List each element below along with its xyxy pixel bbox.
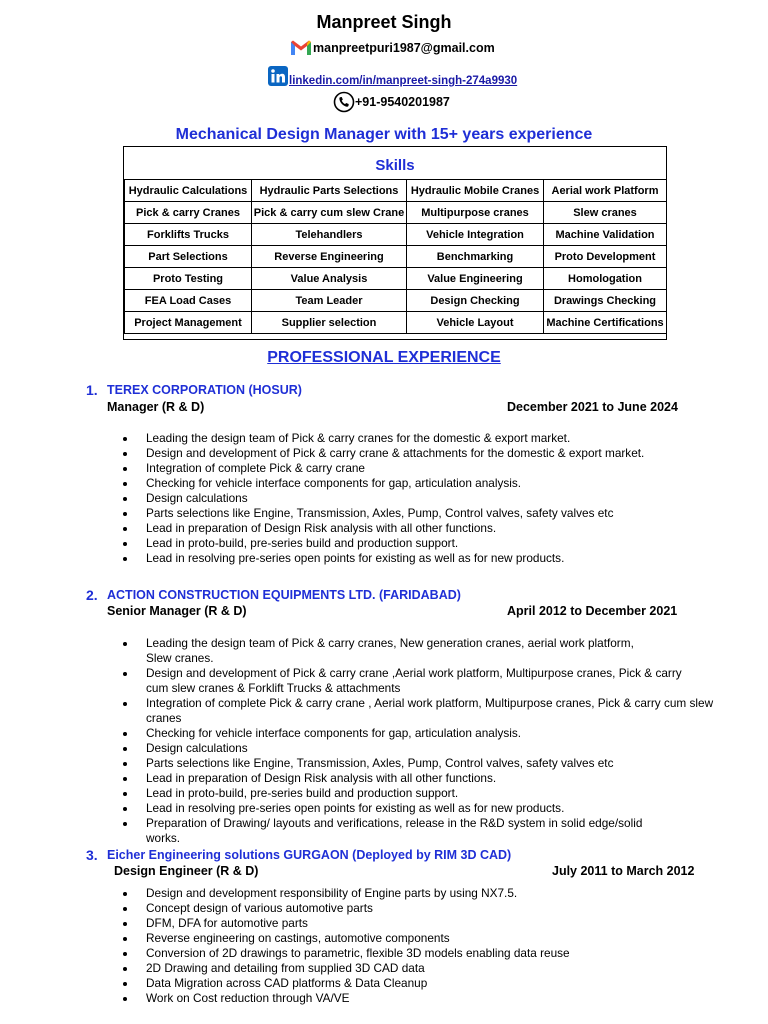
list-item: Data Migration across CAD platforms & Data Cleanup	[122, 976, 712, 991]
skill-cell: Design Checking	[407, 290, 544, 312]
skill-cell: Proto Development	[544, 246, 667, 268]
skill-cell: Value Analysis	[252, 268, 407, 290]
skill-cell: Machine Validation	[544, 224, 667, 246]
candidate-name: Manpreet Singh	[316, 12, 452, 32]
skills-row	[125, 268, 667, 290]
skills-row	[125, 202, 667, 224]
email-address[interactable]: manpreetpuri1987@gmail.com	[313, 40, 495, 55]
list-item: Lead in preparation of Design Risk analysis with all other functions.	[122, 771, 722, 786]
skill-cell: Project Management	[125, 312, 252, 334]
skill-cell: Pick & carry cum slew Crane	[252, 202, 407, 224]
skill-cell: Aerial work Platform	[544, 180, 667, 202]
skill-cell: Telehandlers	[252, 224, 407, 246]
phone-number[interactable]: +91-9540201987	[355, 95, 450, 109]
skill-cell: Value Engineering	[407, 268, 544, 290]
list-item: Lead in resolving pre-series open points for existing as well as for new products.	[122, 801, 722, 816]
list-item: Lead in proto-build, pre-series build and production support.	[122, 536, 712, 551]
skills-row	[125, 290, 667, 312]
job-role: Design Engineer (R & D)	[114, 864, 259, 878]
list-item: Concept design of various automotive parts	[122, 901, 712, 916]
job-role: Senior Manager (R & D)	[107, 604, 247, 618]
professional-experience-title: PROFESSIONAL EXPERIENCE	[267, 349, 501, 366]
skill-cell: Proto Testing	[125, 268, 252, 290]
skill-cell: Slew cranes	[544, 202, 667, 224]
job-company: Eicher Engineering solutions GURGAON (Deployed by RIM 3D CAD)	[107, 848, 512, 862]
skills-row	[125, 312, 667, 334]
skill-cell: Forklifts Trucks	[125, 224, 252, 246]
skills-section	[123, 146, 667, 340]
skills-title: Skills	[375, 157, 415, 174]
skill-cell: Homologation	[544, 268, 667, 290]
list-item: Leading the design team of Pick & carry cranes, New generation cranes, aerial work platform, Slew cranes.	[122, 636, 722, 666]
phone-icon	[333, 91, 355, 113]
job-role: Manager (R & D)	[107, 400, 205, 414]
skill-cell: Pick & carry Cranes	[125, 202, 252, 224]
list-item: Design and development of Pick & carry crane ,Aerial work platform, Multipurpose cranes, Pick & carry cum slew cranes & Forklift Trucks & attachments	[122, 666, 722, 696]
skill-cell: Vehicle Layout	[407, 312, 544, 334]
job-number: 2.	[86, 587, 98, 603]
list-item: Checking for vehicle interface components for gap, articulation analysis.	[122, 476, 712, 491]
list-item: Lead in resolving pre-series open points for existing as well as for new products.	[122, 551, 712, 566]
list-item: Parts selections like Engine, Transmission, Axles, Pump, Control valves, safety valves etc	[122, 756, 722, 771]
job-company: ACTION CONSTRUCTION EQUIPMENTS LTD. (FARIDABAD)	[107, 588, 461, 602]
list-item: Design calculations	[122, 741, 722, 756]
skill-cell: FEA Load Cases	[125, 290, 252, 312]
skill-cell: Drawings Checking	[544, 290, 667, 312]
list-item: Design calculations	[122, 491, 712, 506]
job-bullets	[122, 636, 722, 846]
skills-row	[125, 180, 667, 202]
list-item: Integration of complete Pick & carry crane	[122, 461, 712, 476]
list-item: Lead in proto-build, pre-series build and production support.	[122, 786, 722, 801]
list-item: Checking for vehicle interface components for gap, articulation analysis.	[122, 726, 722, 741]
list-item: Leading the design team of Pick & carry cranes for the domestic & export market.	[122, 431, 712, 446]
skills-table	[124, 179, 667, 334]
skill-cell: Supplier selection	[252, 312, 407, 334]
job-number: 3.	[86, 847, 98, 863]
skill-cell: Hydraulic Calculations	[125, 180, 252, 202]
list-item: Design and development responsibility of Engine parts by using NX7.5.	[122, 886, 712, 901]
skills-row	[125, 224, 667, 246]
list-item: Design and development of Pick & carry crane & attachments for the domestic & export market.	[122, 446, 712, 461]
list-item: DFM, DFA for automotive parts	[122, 916, 712, 931]
skills-row	[125, 246, 667, 268]
list-item: 2D Drawing and detailing from supplied 3D CAD data	[122, 961, 712, 976]
job-dates: December 2021 to June 2024	[507, 400, 678, 414]
linkedin-icon	[268, 66, 288, 86]
email-line	[290, 39, 495, 56]
list-item: Parts selections like Engine, Transmission, Axles, Pump, Control valves, safety valves etc	[122, 506, 712, 521]
skill-cell: Hydraulic Mobile Cranes	[407, 180, 544, 202]
skill-cell: Reverse Engineering	[252, 246, 407, 268]
linkedin-link[interactable]: linkedin.com/in/manpreet-singh-274a9930	[289, 75, 518, 87]
list-item: Conversion of 2D drawings to parametric, flexible 3D models enabling data reuse	[122, 946, 712, 961]
headline: Mechanical Design Manager with 15+ years experience	[175, 126, 593, 143]
gmail-icon	[290, 39, 312, 56]
skill-cell: Benchmarking	[407, 246, 544, 268]
job-dates: April 2012 to December 2021	[507, 604, 678, 618]
job-company: TEREX CORPORATION (HOSUR)	[107, 383, 302, 397]
job-dates: July 2011 to March 2012	[552, 864, 695, 878]
skill-cell: Team Leader	[252, 290, 407, 312]
job-bullets	[122, 431, 712, 566]
list-item: Integration of complete Pick & carry crane , Aerial work platform, Multipurpose cranes, Pick & carry cum slew cranes	[122, 696, 722, 726]
skill-cell: Hydraulic Parts Selections	[252, 180, 407, 202]
skill-cell: Part Selections	[125, 246, 252, 268]
job-bullets	[122, 886, 712, 1006]
linkedin-line	[268, 66, 517, 86]
skill-cell: Multipurpose cranes	[407, 202, 544, 224]
list-item: Preparation of Drawing/ layouts and verifications, release in the R&D system in solid edge/solid works.	[122, 816, 722, 846]
skill-cell: Machine Certifications	[544, 312, 667, 334]
phone-line	[333, 91, 450, 113]
skill-cell: Vehicle Integration	[407, 224, 544, 246]
job-number: 1.	[86, 382, 98, 398]
list-item: Reverse engineering on castings, automotive components	[122, 931, 712, 946]
list-item: Lead in preparation of Design Risk analysis with all other functions.	[122, 521, 712, 536]
list-item: Work on Cost reduction through VA/VE	[122, 991, 712, 1006]
